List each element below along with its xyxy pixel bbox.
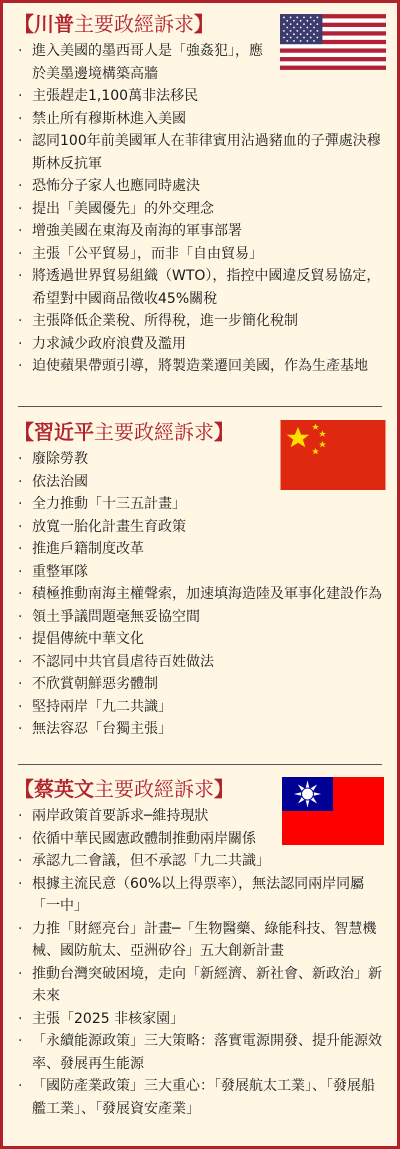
list-item: · 增強美國在東海及南海的軍事部署 xyxy=(14,220,386,243)
list-item: · 將透過世界貿易組織（WTO），指控中國違反貿易協定，希望對中國商品徵收45%關稅 xyxy=(14,265,386,310)
list-item: · 迫使蘋果帶頭引導，將製造業遷回美國，作為生產基地 xyxy=(14,355,386,378)
list-item: · 主張「2025 非核家園」 xyxy=(14,1008,386,1031)
list-item: · 兩岸政策首要訴求─維持現狀 xyxy=(14,805,386,828)
list-item: · 不欣賞朝鮮惡劣體制 xyxy=(14,673,386,696)
title-bracket-close: 】 xyxy=(194,12,214,36)
tsai-section xyxy=(14,775,386,1140)
list-item: · 進入美國的墨西哥人是「強姦犯」，應於美墨邊境構築高牆 xyxy=(14,40,386,85)
trump-section xyxy=(14,10,386,380)
title-bracket-close: 】 xyxy=(214,420,234,444)
title-bracket-close: 】 xyxy=(214,777,234,801)
section-title xyxy=(14,10,214,38)
list-item: · 不認同中共官員虐待百姓做法 xyxy=(14,651,386,674)
list-item: · 推動台灣突破困境，走向「新經濟、新社會、新政治」新未來 xyxy=(14,963,386,1008)
list-item: · 廢除勞教 xyxy=(14,448,386,471)
title-name: 習近平 xyxy=(34,420,94,444)
list-item: · 放寬一胎化計畫生育政策 xyxy=(14,516,386,539)
list-item: · 主張降低企業稅、所得稅，進一步簡化稅制 xyxy=(14,310,386,333)
policy-list xyxy=(14,448,386,741)
section-title xyxy=(14,418,234,446)
policy-list xyxy=(14,40,386,378)
policy-list xyxy=(14,805,386,1120)
list-item: · 積極推動南海主權聲索，加速填海造陸及軍事化建設作為 xyxy=(14,583,386,606)
section-title xyxy=(14,775,234,803)
list-item: · 認同100年前美國軍人在菲律賓用沾過豬血的子彈處決穆斯林反抗軍 xyxy=(14,130,386,175)
list-item: · 無法容忍「台獨主張」 xyxy=(14,718,386,741)
title-name: 蔡英文 xyxy=(34,777,94,801)
list-item: · 提出「美國優先」的外交理念 xyxy=(14,198,386,221)
list-item: · 依法治國 xyxy=(14,471,386,494)
title-bracket-open: 【 xyxy=(14,12,34,36)
title-bracket-open: 【 xyxy=(14,777,34,801)
section-divider xyxy=(18,406,382,407)
list-item: · 推進戶籍制度改革 xyxy=(14,538,386,561)
title-name: 川普 xyxy=(34,12,74,36)
list-item: · 力推「財經亮台」計畫─「生物醫藥、綠能科技、智慧機械、國防航太、亞洲矽谷」五大創新計畫 xyxy=(14,918,386,963)
list-item: · 禁止所有穆斯林進入美國 xyxy=(14,108,386,131)
title-rest: 主要政經訴求 xyxy=(94,777,214,801)
title-rest: 主要政經訴求 xyxy=(74,12,194,36)
section-divider xyxy=(18,764,382,765)
list-item: · 「永續能源政策」三大策略：落實電源開發、提升能源效率、發展再生能源 xyxy=(14,1030,386,1075)
list-item: · 「國防產業政策」三大重心：「發展航太工業」、「發展船艦工業」、「發展資安產業」 xyxy=(14,1075,386,1120)
list-item: · 堅持兩岸「九二共識」 xyxy=(14,696,386,719)
title-bracket-open: 【 xyxy=(14,420,34,444)
list-item: · 主張「公平貿易」，而非「自由貿易」 xyxy=(14,243,386,266)
xi-section xyxy=(14,418,386,758)
list-item: · 全力推動「十三五計畫」 xyxy=(14,493,386,516)
list-item: · 恐怖分子家人也應同時處決 xyxy=(14,175,386,198)
list-item: · 承認九二會議，但不承認「九二共識」 xyxy=(14,850,386,873)
title-rest: 主要政經訴求 xyxy=(94,420,214,444)
list-item: · 重整軍隊 xyxy=(14,561,386,584)
list-item: · 主張趕走1,100萬非法移民 xyxy=(14,85,386,108)
list-item: · 領土爭議問題毫無妥協空間 xyxy=(14,606,386,629)
list-item: · 根據主流民意（60%以上得票率），無法認同兩岸同屬「一中」 xyxy=(14,873,386,918)
list-item: · 依循中華民國憲政體制推動兩岸關係 xyxy=(14,828,386,851)
list-item: · 力求減少政府浪費及濫用 xyxy=(14,333,386,356)
list-item: · 提倡傳統中華文化 xyxy=(14,628,386,651)
